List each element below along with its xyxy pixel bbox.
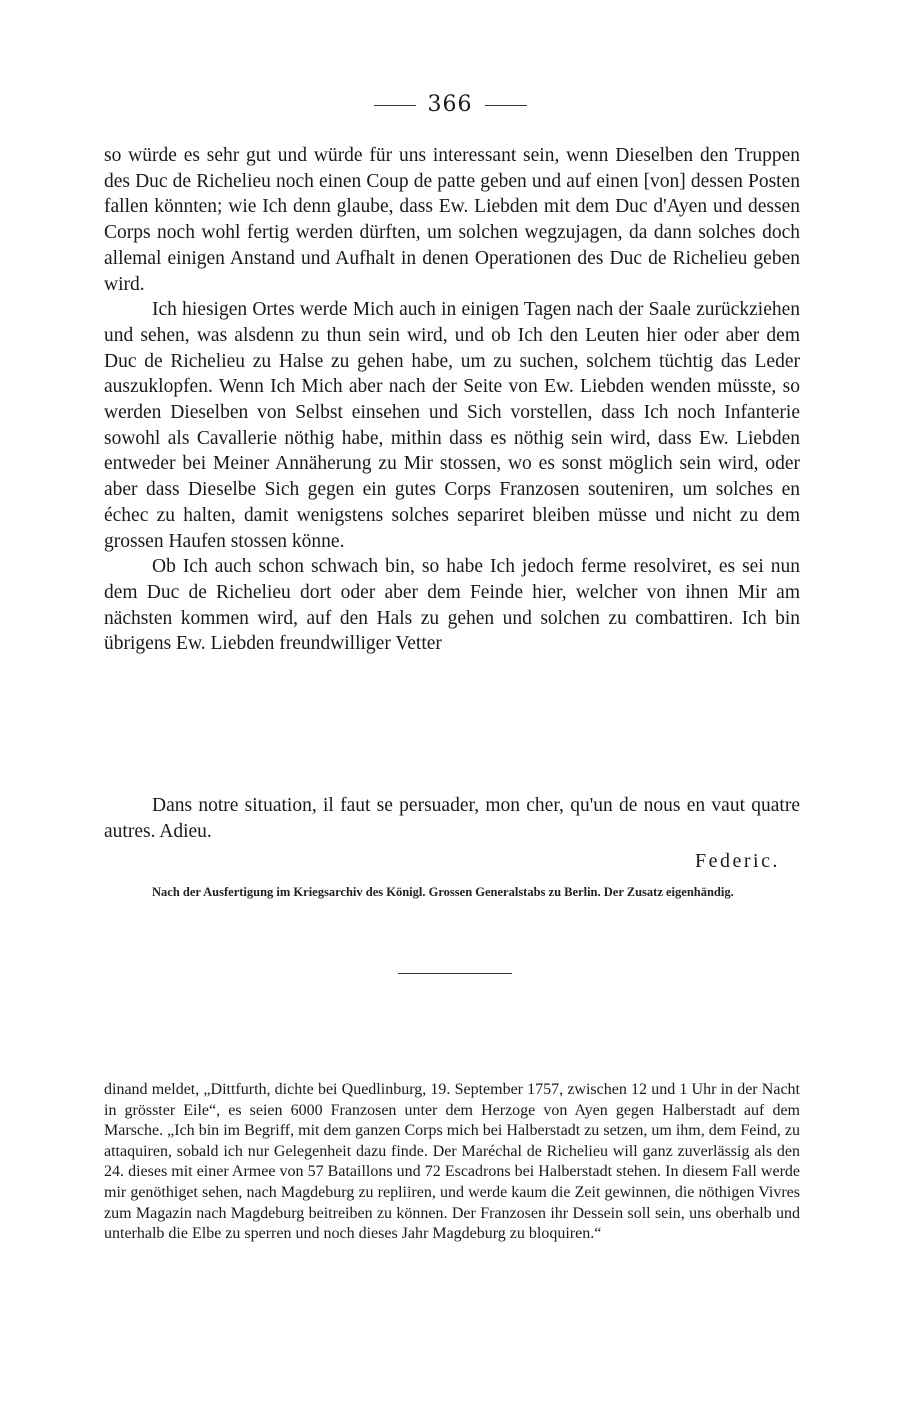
- header-dash-right: [485, 105, 527, 106]
- page-header: [0, 92, 900, 117]
- letter-paragraph-3: Ob Ich auch schon schwach bin, so habe Ich jedoch ferme resolviret, es sei nun dem Duc de Richelieu dort oder aber dem Feinde hier, welcher von ihnen Mir am nächsten kommen wird, auf den Hals zu gehen und solchen zu combattiren. Ich bin übrigens Ew. Liebden freundwilliger Vetter: [104, 556, 800, 655]
- header-dash-left: [374, 105, 416, 106]
- letter-paragraph-2: Ich hiesigen Ortes werde Mich auch in einigen Tagen nach der Saale zurückziehen und sehen, was alsdenn zu thun sein wird, und ob Ich den Leuten hier oder aber dem Duc de Richelieu zu Halse zu gehen habe, um zu suchen, solchem tüchtig das Leder auszuklopfen. Wenn Ich Mich aber nach der Seite von Ew. Liebden wenden müsste, so werden Dieselben von Selbst einsehen und Sich vorstellen, dass Ich noch Infanterie sowohl als Cavallerie nöthig habe, mithin dass es nöthig sein wird, dass Ew. Liebden entweder bei Meiner Annäherung zu Mir stossen, wo es sonst möglich sein wird, oder aber dass Dieselbe Sich gegen ein gutes Corps Franzosen souteniren, um solches en échec zu halten, damit wenigstens solches separiret bleiben müsse und nicht zu dem grossen Haufen stossen könne.: [104, 299, 800, 552]
- section-divider: [398, 973, 512, 974]
- page-number: 366: [427, 92, 473, 117]
- footnote: dinand meldet, „Dittfurth, dichte bei Quedlinburg, 19. September 1757, zwischen 12 und 1 Uhr in der Nacht in grösster Eile“, es seien 6000 Franzosen unter dem Herzoge von Ayen gegen Halberstadt auf dem Marsche. „Ich bin im Begriff, mit dem ganzen Corps mich bei Halberstadt zu setzen, um ihm, dem Feind, zu attaquiren, sobald ich nur Gelegenheit dazu finde. Der Maréchal de Richelieu will ganz zuverlässig als den 24. dieses mit einer Armee von 57 Bataillons und 72 Escadrons bei Halberstadt stehen. In diesem Fall werde mir genöthiget sehen, nach Magdeburg zu repliiren, und werde kaum die Zeit gewinnen, die nöthigen Vivres zum Magazin nach Magdeburg beitreiben zu können. Der Franzosen ihr Dessein soll sein, uns oberhalb und unterhalb die Elbe zu sperren und noch dieses Jahr Magdeburg zu bloquiren.“: [104, 1081, 800, 1243]
- source-note: Nach der Ausfertigung im Kriegsarchiv des Königl. Grossen Generalstabs zu Berlin. Der Zusatz eigenhändig.: [152, 885, 734, 899]
- letter-paragraph-1: so würde es sehr gut und würde für uns interessant sein, wenn Dieselben den Truppen des Duc de Richelieu noch einen Coup de patte geben und auf einen [von] dessen Posten fallen könnten; wie Ich denn glaube, dass Ew. Liebden mit dem Duc d'Ayen und dessen Corps noch wohl fertig werden dürften, um solchen wegzujagen, da dann solches doch allemal einigen Anstand und Aufhalt in denen Operationen des Duc de Richelieu geben wird.: [104, 145, 800, 295]
- letter-body: [104, 143, 800, 657]
- signature: Federic.: [695, 850, 780, 872]
- postscript: Dans notre situation, il faut se persuader, mon cher, qu'un de nous en vaut quatre autres. Adieu.: [104, 795, 800, 842]
